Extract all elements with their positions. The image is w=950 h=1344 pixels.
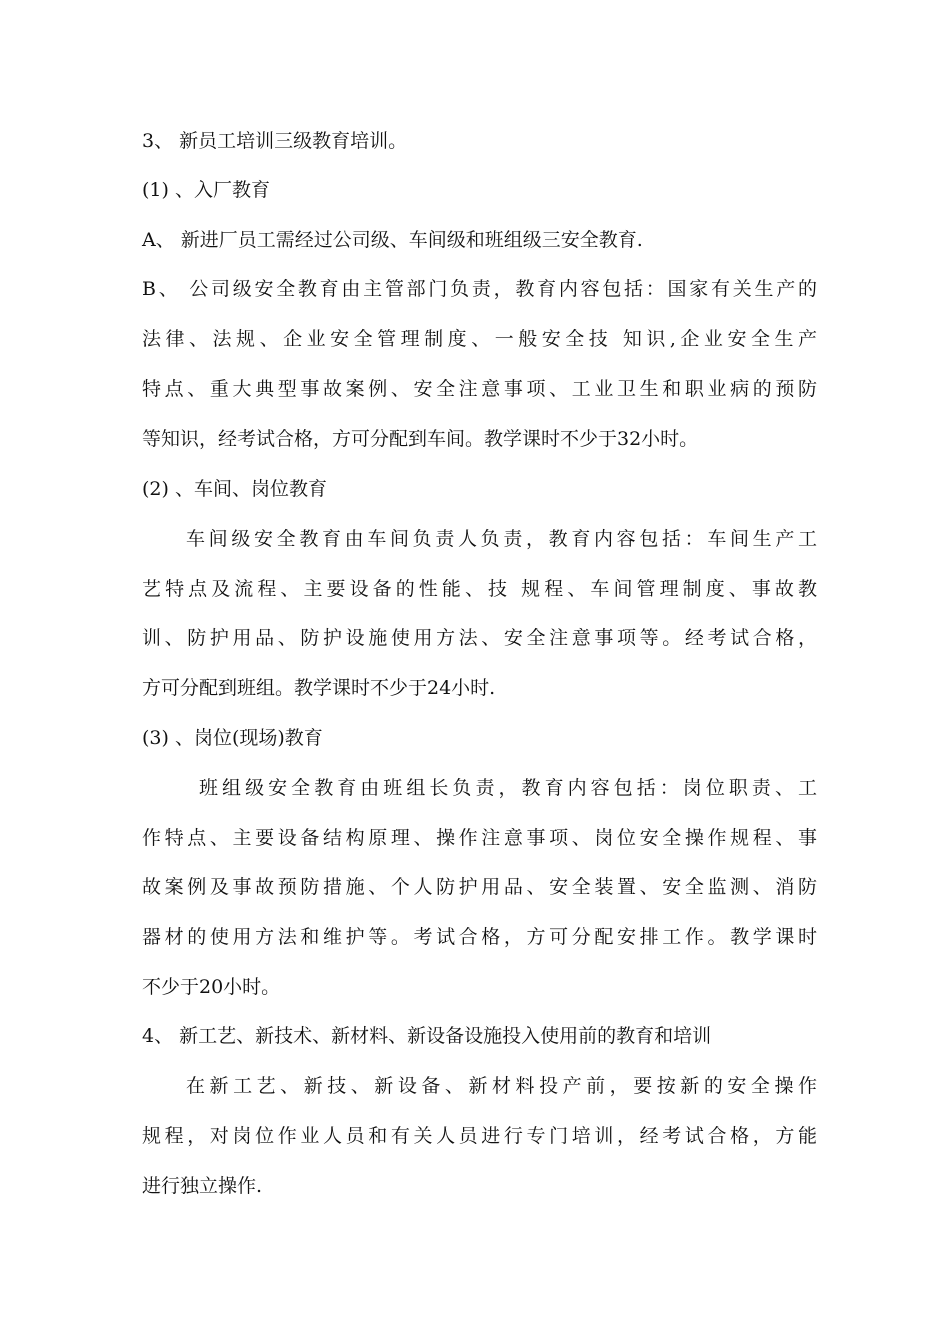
paragraph-line: 故案例及事故预防措施、个人防护用品、安全装置、安全监测、消防 [142, 876, 817, 898]
paragraph-line: 进行独立操作. [142, 1175, 263, 1197]
paragraph-line: 车间级安全教育由车间负责人负责，教育内容包括：车间生产工 [186, 528, 817, 550]
subsection-heading-1: (1) 、入厂教育 [142, 179, 270, 201]
section-heading-4: 4、 新工艺、新技术、新材料、新设备设施投入使用前的教育和培训 [142, 1025, 712, 1047]
subsection-heading-2: (2) 、车间、岗位教育 [142, 478, 327, 500]
paragraph-line: 在新工艺、新技、新设备、新材料投产前，要按新的安全操作 [186, 1075, 817, 1097]
paragraph-line: 器材的使用方法和维护等。考试合格，方可分配安排工作。教学课时 [142, 926, 817, 948]
paragraph-line: 特点、重大典型事故案例、安全注意事项、工业卫生和职业病的预防 [142, 378, 817, 400]
section-heading-3: 3、 新员工培训三级教育培训。 [142, 130, 408, 152]
subsection-heading-3: (3) 、岗位(现场)教育 [142, 727, 323, 749]
paragraph-line: 艺特点及流程、主要设备的性能、技 规程、车间管理制度、事故教 [142, 578, 817, 600]
paragraph-line: 不少于20小时。 [142, 976, 281, 998]
paragraph-line: 等知识，经考试合格，方可分配到车间。教学课时不少于32小时。 [142, 428, 699, 450]
paragraph-line: 规程，对岗位作业人员和有关人员进行专门培训，经考试合格，方能 [142, 1125, 817, 1147]
paragraph-line: 班组级安全教育由班组长负责，教育内容包括：岗位职责、工 [199, 777, 817, 799]
paragraph-line: B、 公司级安全教育由主管部门负责，教育内容包括：国家有关生产的 [142, 278, 817, 300]
paragraph-line: 作特点、主要设备结构原理、操作注意事项、岗位安全操作规程、事 [142, 827, 817, 849]
paragraph-line: 训、防护用品、防护设施使用方法、安全注意事项等。经考试合格， [142, 627, 817, 649]
paragraph-line: 法律、法规、企业安全管理制度、一般安全技 知识,企业安全生产 [142, 328, 817, 350]
paragraph-line: 方可分配到班组。教学课时不少于24小时. [142, 677, 496, 699]
paragraph-line: A、 新进厂员工需经过公司级、车间级和班组级三安全教育. [142, 229, 643, 251]
